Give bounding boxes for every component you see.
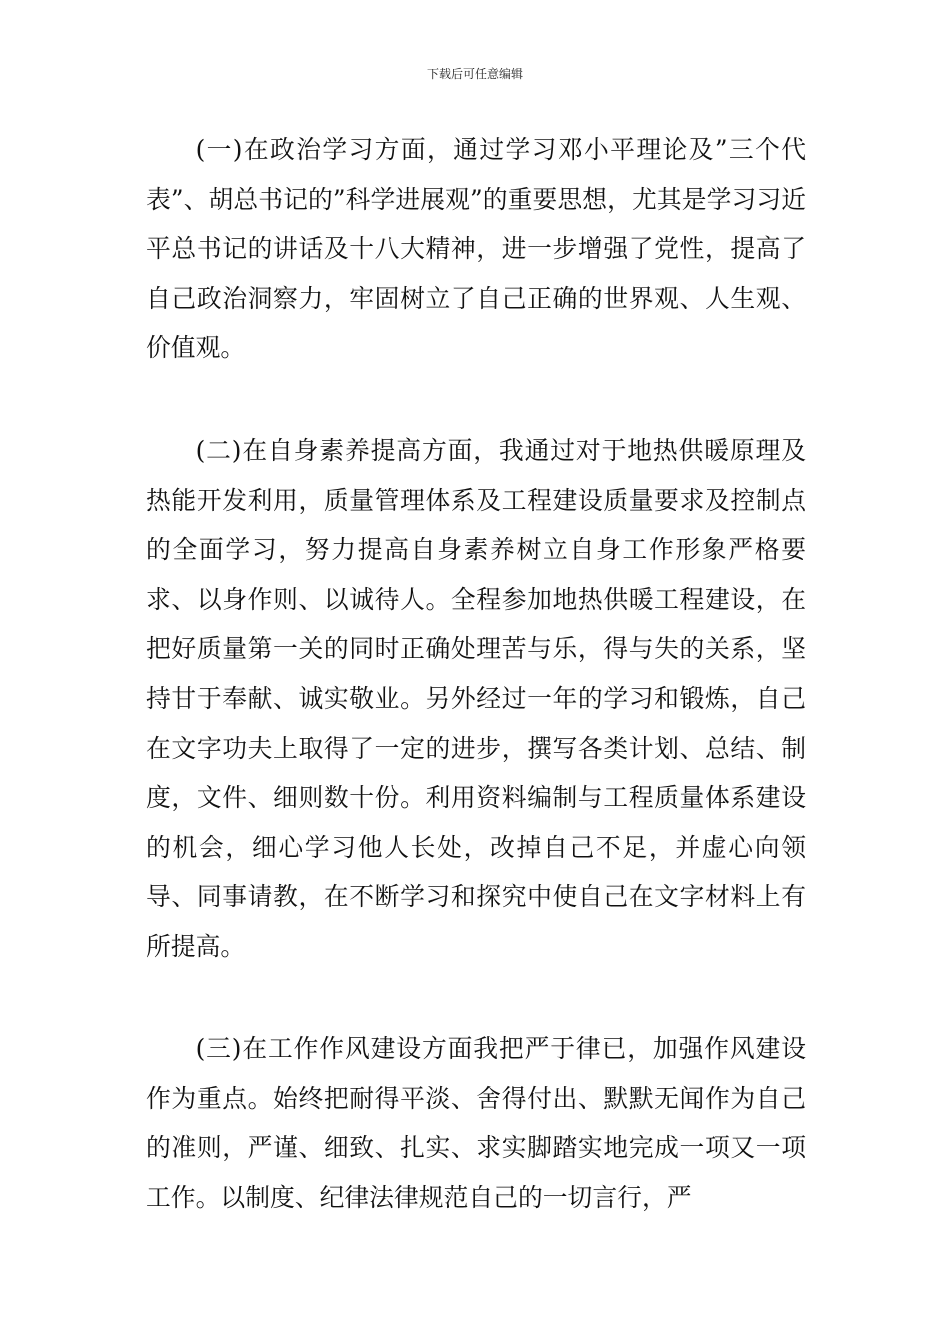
paragraph-1-container [146,125,806,373]
paragraph-political-study: (一)在政治学习方面，通过学习邓小平理论及”三个代表”、胡总书记的”科学进展观”的重要思想，尤其是学习习近平总书记的讲话及十八大精神，进一步增强了党性，提高了自己政治洞察力，牢固树立了自己正确的世界观、人生观、价值观。 [146,135,806,363]
page-header-note: 下载后可任意编辑 [426,67,523,81]
paragraph-self-improvement: (二)在自身素养提高方面，我通过对于地热供暖原理及热能开发利用，质量管理体系及工程建设质量要求及控制点的全面学习，努力提高自身素养树立自身工作形象严格要求、以身作则、以诚待人。全程参加地热供暖工程建设，在把好质量第一关的同时正确处理苦与乐，得与失的关系，坚持甘于奉献、诚实敬业。另外经过一年的学习和锻炼，自己在文字功夫上取得了一定的进步，撰写各类计划、总结、制度，文件、细则数十份。利用资料编制与工程质量体系建设的机会，细心学习他人长处，改掉自己不足，并虚心向领导、同事请教，在不断学习和探究中使自己在文字材料上有所提高。 [146,436,806,961]
paragraph-work-style: (三)在工作作风建设方面我把严于律已，加强作风建设作为重点。始终把耐得平淡、舍得付出、默默无闻作为自己的准则，严谨、细致、扎实、求实脚踏实地完成一项又一项工作。以制度、纪律法律规范自己的一切言行，严 [146,1034,806,1212]
paragraph-2-container [146,426,806,972]
paragraph-3-container [146,1024,806,1222]
